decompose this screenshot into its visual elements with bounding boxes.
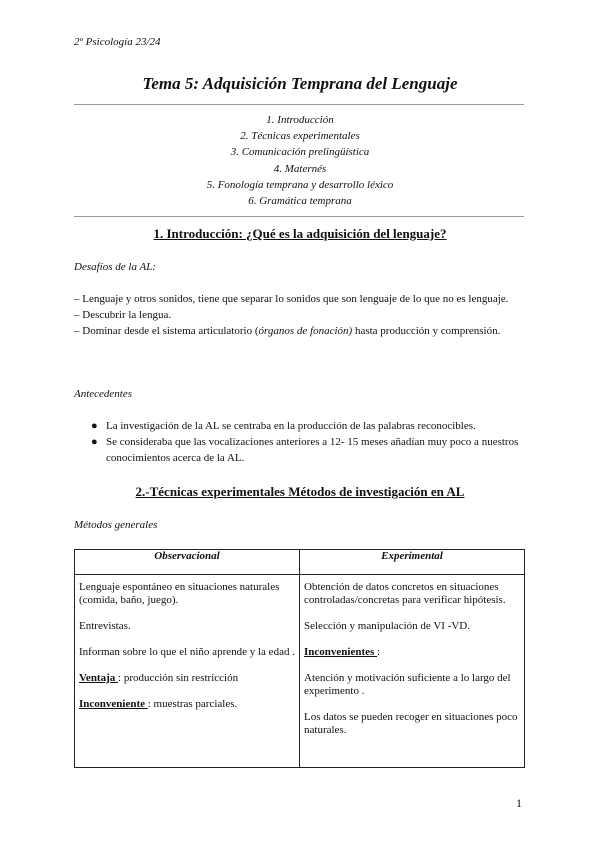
drawbacks-label: Inconvenientes [304, 646, 378, 658]
section2-title: 2.-Técnicas experimentales Métodos de investigación en AL [135, 484, 465, 499]
methods-label: Métodos generales [74, 519, 158, 531]
background-label: Antecedentes [74, 388, 133, 400]
cell-paragraph: Entrevistas. [79, 620, 131, 632]
cell-paragraph [79, 672, 295, 685]
table-cell-experimental [300, 575, 525, 768]
table-of-contents [0, 112, 600, 209]
toc-item: 1. Introducción [266, 114, 334, 126]
toc-rule [74, 216, 524, 217]
list-item [74, 434, 526, 466]
table-cell-observational [75, 575, 300, 768]
cell-paragraph [304, 646, 520, 659]
toc-item: 2. Técnicas experimentales [240, 130, 360, 143]
course-header: 2º Psicología 23/24 [74, 36, 161, 48]
bullet-icon: ● [91, 436, 98, 448]
table-header-row [75, 550, 525, 575]
challenges-text [74, 291, 526, 339]
advantage-label: Ventaja [79, 672, 119, 684]
toc-item: 4. Maternés [273, 162, 327, 175]
cell-paragraph: Obtención de datos concretos en situaciones controladas/concretas para verificar hipótesis. [304, 581, 506, 606]
section1-title: 1. Introducción: ¿Qué es la adquisición del lenguaje? [153, 226, 447, 241]
challenge-item [74, 323, 526, 339]
list-item-text: La investigación de la AL se centraba en la producción de las palabras reconocibles. [106, 420, 476, 432]
cell-paragraph: Lenguaje espontáneo en situaciones naturales (comida, baño, juego). [79, 581, 280, 606]
challenge-text: – Dominar desde el sistema articulatorio ( [74, 325, 259, 337]
bullet-icon: ● [91, 420, 98, 432]
cell-paragraph: Atención y motivación suficiente a lo largo del experimento . [304, 672, 511, 697]
list-item-text: Se consideraba que las vocalizaciones anteriores a 12- 15 meses añadían muy poco a nuestros conocimientos acerca de la AL. [106, 436, 519, 464]
cell-paragraph: Informan sobre lo que el niño aprende y la edad . [79, 646, 295, 658]
methods-table [74, 549, 525, 768]
table-row [75, 575, 525, 768]
challenge-item: – Descubrir la lengua. [74, 309, 172, 321]
challenge-italic: órganos de fonación) [258, 325, 353, 337]
toc-item: 3. Comunicación prelingüística [230, 146, 370, 159]
drawback-label: Inconveniente [79, 698, 148, 710]
cell-paragraph: Los datos se pueden recoger en situaciones poco naturales. [304, 711, 518, 736]
cell-paragraph [79, 698, 295, 711]
drawbacks-text: : [377, 646, 381, 658]
challenges-label: Desafíos de la AL: [74, 261, 156, 273]
drawback-text: : muestras parciales. [147, 698, 238, 710]
challenge-text: hasta producción y comprensión. [352, 325, 501, 337]
table-header-experimental: Experimental [300, 550, 525, 575]
challenge-item: – Lenguaje y otros sonidos, tiene que separar lo sonidos que son lenguaje de lo que no es lenguaje. [74, 293, 509, 305]
cell-paragraph: Selección y manipulación de VI -VD. [304, 620, 470, 632]
advantage-text: : producción sin restricción [118, 672, 239, 684]
page-number: 1 [516, 796, 522, 810]
document-title: Tema 5: Adquisición Temprana del Lenguaje [142, 74, 458, 93]
title-rule [74, 104, 524, 105]
toc-item: 6. Gramática temprana [248, 195, 352, 208]
table-header-observational: Observacional [75, 550, 300, 575]
background-list [74, 418, 526, 466]
toc-item: 5. Fonología temprana y desarrollo léxico [206, 178, 394, 191]
list-item [74, 418, 526, 434]
